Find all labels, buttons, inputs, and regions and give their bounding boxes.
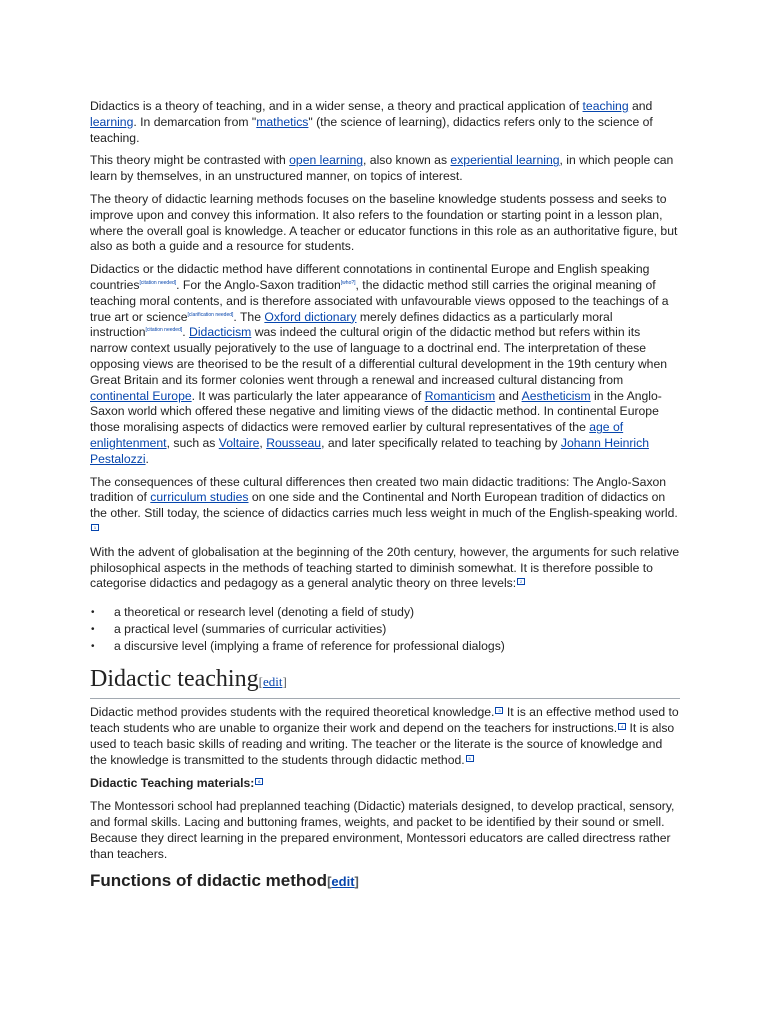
link-age-of-enlightenment[interactable]: age of enlightenment [90,420,624,450]
text: . For the Anglo-Saxon tradition [176,277,341,292]
levels-list [90,604,680,655]
text: This theory might be contrasted with [90,153,290,168]
section-heading-didactic-teaching [90,665,680,699]
text: " (the science of learning), didactics refers only to the science of teaching. [90,114,653,145]
edit-link[interactable]: edit [331,874,355,890]
text: , such as [166,435,219,450]
link-pestalozzi[interactable]: Johann Heinrich Pestalozzi [90,435,649,466]
bracket: ] [282,674,287,690]
text: . [182,325,190,340]
list-item-text: a practical level (summaries of curricular activities) [114,622,387,637]
section-heading-functions [90,870,680,893]
subheading-teaching-materials [90,775,680,791]
text: With the advent of globalisation at the beginning of the 20th century, however, the arguments for such relative philosophical aspects in the methods of teaching started to diminish somewhat. It is therefore possible to categorise didactics and pedagogy as a general analytic theory on three levels: [90,544,680,591]
text: . The [233,309,265,324]
contrast-paragraph [90,153,680,185]
reference-marker[interactable]: 6 [255,778,263,785]
reference-marker[interactable]: 2 [517,578,525,585]
bullet-icon: • [91,641,95,653]
list-item [91,638,680,655]
link-experiential-learning[interactable]: experiential learning [450,153,560,168]
intro-paragraph [90,99,680,146]
link-curriculum-studies[interactable]: curriculum studies [150,490,249,505]
reference-marker[interactable]: 4 [618,723,626,730]
list-item-text: a discursive level (implying a frame of reference for professional dialogs) [114,639,505,654]
link-open-learning[interactable]: open learning [289,153,364,168]
citation-who[interactable]: [who?] [340,279,356,286]
text: , [259,435,267,450]
text: and [628,99,653,113]
connotations-paragraph [90,262,680,467]
bracket: [ [327,874,332,890]
list-item-text: a theoretical or research level (denoting a field of study) [114,605,415,620]
text: Didactics or the didactic method have different connotations in continental Europe and English speaking countries [90,262,650,292]
link-teaching[interactable]: teaching [582,99,629,113]
link-continental-europe[interactable]: continental Europe [90,388,192,403]
consequences-paragraph [90,475,680,538]
link-voltaire[interactable]: Voltaire [218,435,260,450]
montessori-paragraph: The Montessori school had preplanned teaching (Didactic) materials designed, to develop practical, sensory, and formal skills. Lacing and buttoning frames, weights, and packet to be identified by their sound or smell. Because they direct learning in the prepared environment, Montessori educators are called directress rather than teachers. [90,799,675,861]
link-learning[interactable]: learning [90,114,134,129]
text: on one side and the Continental and North European tradition of didactics on the other. Still today, the science of didactics carries much less weight in much of the English-speaking world. [90,490,678,521]
heading-text: Didactic teaching [90,666,259,693]
link-oxford-dictionary[interactable]: Oxford dictionary [264,309,357,324]
citation-clarification[interactable]: [clarification needed] [187,311,234,318]
text: , in which people can learn by themselves, in an unstructured manner, on topics of interest. [90,153,674,184]
text: . In demarcation from " [133,114,257,129]
list-item [91,604,680,621]
text: Didactic method provides students with the required theoretical knowledge. [90,705,495,720]
list-item [91,621,680,638]
bullet-icon: • [91,624,95,636]
text: , the didactic method still carries the original meaning of teaching moral contents, and is therefore associated with unfavourable views opposed to the teachings of a true art or science [90,277,669,324]
reference-marker[interactable]: 1 [91,524,99,531]
citation-needed[interactable]: [citation needed] [139,279,177,286]
link-didacticism[interactable]: Didacticism [189,325,252,340]
method-paragraph [90,705,680,768]
link-aestheticism[interactable]: Aestheticism [521,388,591,403]
text: Didactics is a theory of teaching, and in a wider sense, a theory and practical application of [90,99,583,113]
text: . It was particularly the later appearance of [191,388,425,403]
edit-link[interactable]: edit [262,674,283,690]
text: was indeed the cultural origin of the didactic method but refers within its narrow context usually pejoratively to the use of language to a doctrinal end. The interpretation of these opposing views are theorised to be the result of a differential cultural development in the 19th century when Great Britain and its former colonies went through a renewal and increased cultural distancing from [90,325,668,387]
bracket: ] [354,874,359,890]
bullet-icon: • [91,607,95,619]
text: , and later specifically related to teaching by [321,435,561,450]
text: It is an effective method used to teach students who are unable to organize their work and depend on the teachers for instructions. [90,705,679,735]
text: and [495,388,522,403]
theory-paragraph: The theory of didactic learning methods focuses on the baseline knowledge students possess and seeks to improve upon and convey this information. It also refers to the foundation or starting point in a lesson plan, where the overall goal is knowledge. A teacher or educator functions in this role as an authoritative figure, but also as both a guide and a resource for students. [90,191,678,254]
heading-text: Didactic Teaching materials: [90,776,255,791]
link-mathetics[interactable]: mathetics [256,114,309,129]
link-romanticism[interactable]: Romanticism [424,388,496,403]
text: It is also used to teach basic skills of reading and writing. The teacher or the literate is the source of knowledge and the knowledge is transmitted to the students through didactic method. [90,720,675,767]
text: in the Anglo-Saxon world which offered these negative and limiting views of the didactic method. In continental Europe those moralising aspects of didactics were removed earlier by cultural representatives of the [90,388,662,435]
text: merely defines didactics as a particularly moral instruction [90,309,613,340]
citation-needed[interactable]: [citation needed] [145,327,183,334]
reference-marker[interactable]: 5 [466,755,474,762]
heading-text: Functions of didactic method [90,871,328,891]
link-rousseau[interactable]: Rousseau [266,435,322,450]
reference-marker[interactable]: 3 [495,707,503,714]
bracket: [ [258,674,263,690]
text: The consequences of these cultural differences then created two main didactic traditions: The Anglo-Saxon tradition of [90,474,667,505]
globalisation-paragraph [90,545,680,592]
article-body [90,99,680,893]
text: . [145,451,149,466]
text: , also known as [363,153,451,168]
